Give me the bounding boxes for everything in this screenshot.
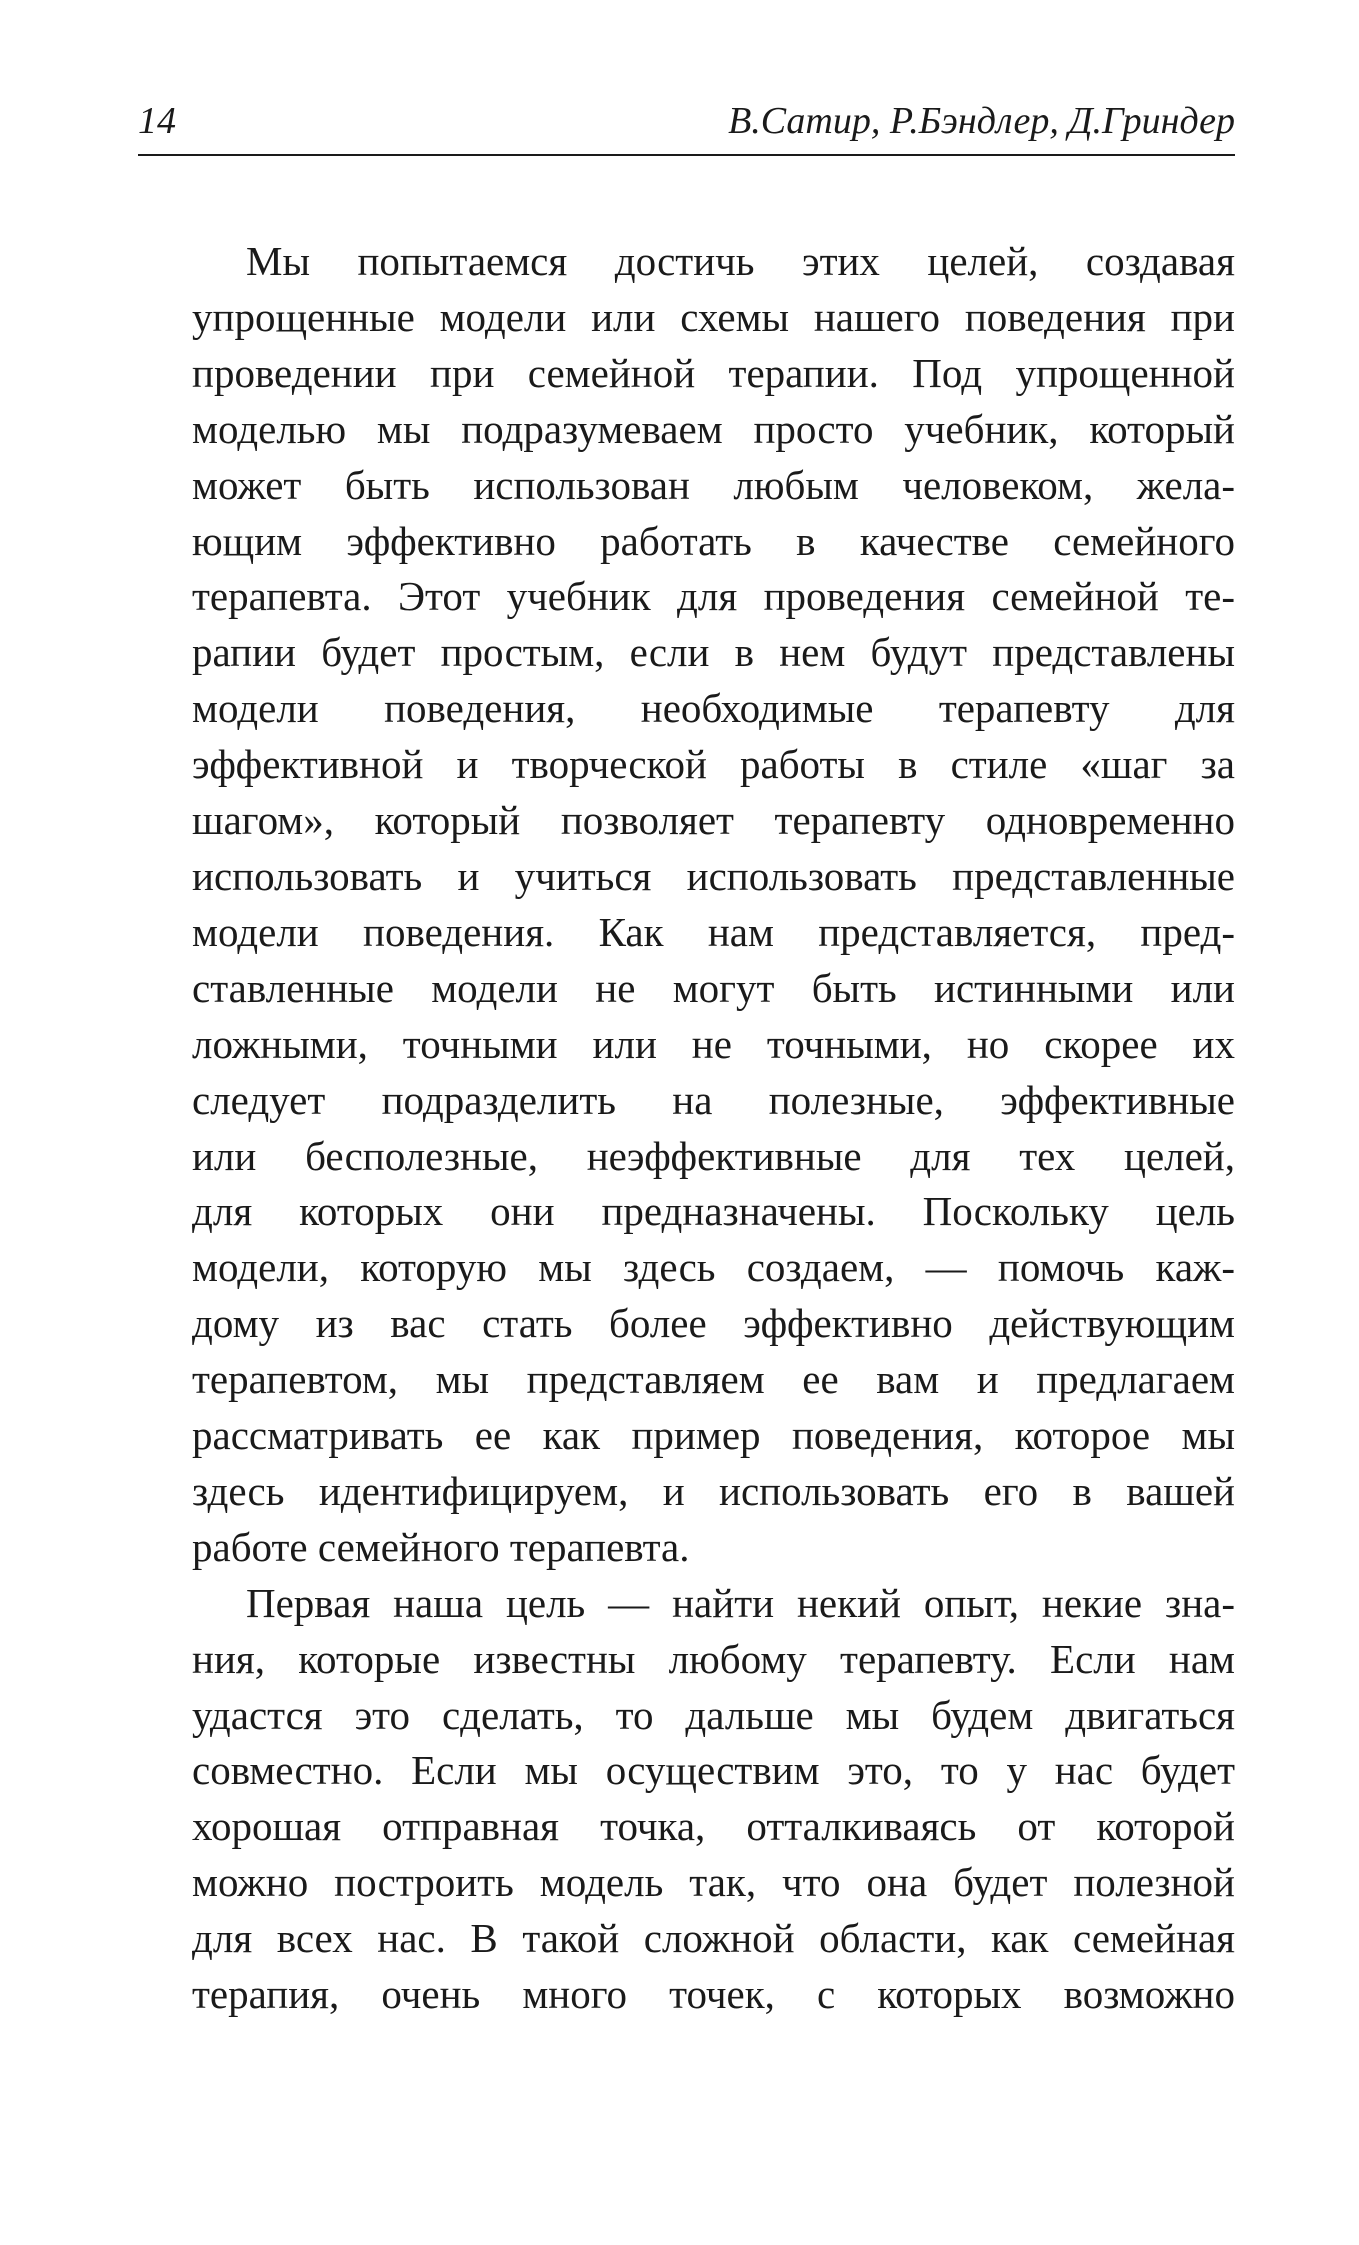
header-rule xyxy=(138,154,1235,156)
paragraph-2 xyxy=(138,1576,1235,2023)
text-line: эффективной и творческой работы в стиле «шаг за xyxy=(192,741,1235,788)
body-text xyxy=(138,234,1235,2023)
text-line: Мы попытаемся достичь этих целей, создавая xyxy=(246,238,1235,284)
text-line: модели поведения. Как нам представляется, пред- xyxy=(192,908,1235,955)
text-line: шагом», который позволяет терапевту одновременно xyxy=(192,797,1235,844)
text-line: совместно. Если мы осуществим это, то у нас будет xyxy=(192,1747,1235,1794)
text-line: терапия, очень много точек, с которых возможно xyxy=(192,1971,1235,2018)
running-head xyxy=(138,96,1235,146)
text-line: модели поведения, необходимые терапевту для xyxy=(192,685,1235,732)
text-line: моделью мы подразумеваем просто учебник, который xyxy=(192,405,1235,452)
text-line: хорошая отправная точка, отталкиваясь от которой xyxy=(192,1803,1235,1850)
text-line: ющим эффективно работать в качестве семейного xyxy=(192,517,1235,564)
text-line: ставленные модели не могут быть истинными или xyxy=(192,964,1235,1011)
text-line: упрощенные модели или схемы нашего поведения при xyxy=(192,293,1235,340)
text-line: терапевта. Этот учебник для проведения семейной те- xyxy=(192,573,1235,620)
text-line: следует подразделить на полезные, эффективные xyxy=(192,1076,1235,1123)
text-line: рапии будет простым, если в нем будут представлены xyxy=(192,629,1235,676)
text-line: проведении при семейной терапии. Под упрощенной xyxy=(192,349,1235,396)
book-page xyxy=(138,0,1235,2245)
text-line: или бесполезные, неэффективные для тех целей, xyxy=(192,1132,1235,1179)
text-line: Первая наша цель — найти некий опыт, некие зна- xyxy=(246,1579,1235,1626)
text-line: ния, которые известны любому терапевту. Если нам xyxy=(192,1635,1235,1682)
running-head-authors: В.Сатир, Р.Бэндлер, Д.Гриндер xyxy=(728,100,1235,142)
text-line: здесь идентифицируем, и использовать его в вашей xyxy=(192,1467,1235,1514)
text-line: рассматривать ее как пример поведения, которое мы xyxy=(192,1412,1235,1459)
text-line: для которых они предназначены. Поскольку цель xyxy=(192,1188,1235,1235)
paragraph-1 xyxy=(138,234,1235,1576)
text-line: модели, которую мы здесь создаем, — помочь каж- xyxy=(192,1244,1235,1291)
text-line: терапевтом, мы представляем ее вам и предлагаем xyxy=(192,1356,1235,1403)
text-line: можно построить модель так, что она будет полезной xyxy=(192,1859,1235,1906)
text-line: дому из вас стать более эффективно действующим xyxy=(192,1300,1235,1347)
text-line: использовать и учиться использовать представленные xyxy=(192,852,1235,899)
text-line: работе семейного терапевта. xyxy=(192,1523,690,1570)
text-line: ложными, точными или не точными, но скорее их xyxy=(192,1020,1235,1067)
page-number: 14 xyxy=(138,100,176,142)
text-line: удастся это сделать, то дальше мы будем двигаться xyxy=(192,1691,1235,1738)
text-line: может быть использован любым человеком, жела- xyxy=(192,461,1235,508)
text-line: для всех нас. В такой сложной области, как семейная xyxy=(192,1915,1235,1962)
